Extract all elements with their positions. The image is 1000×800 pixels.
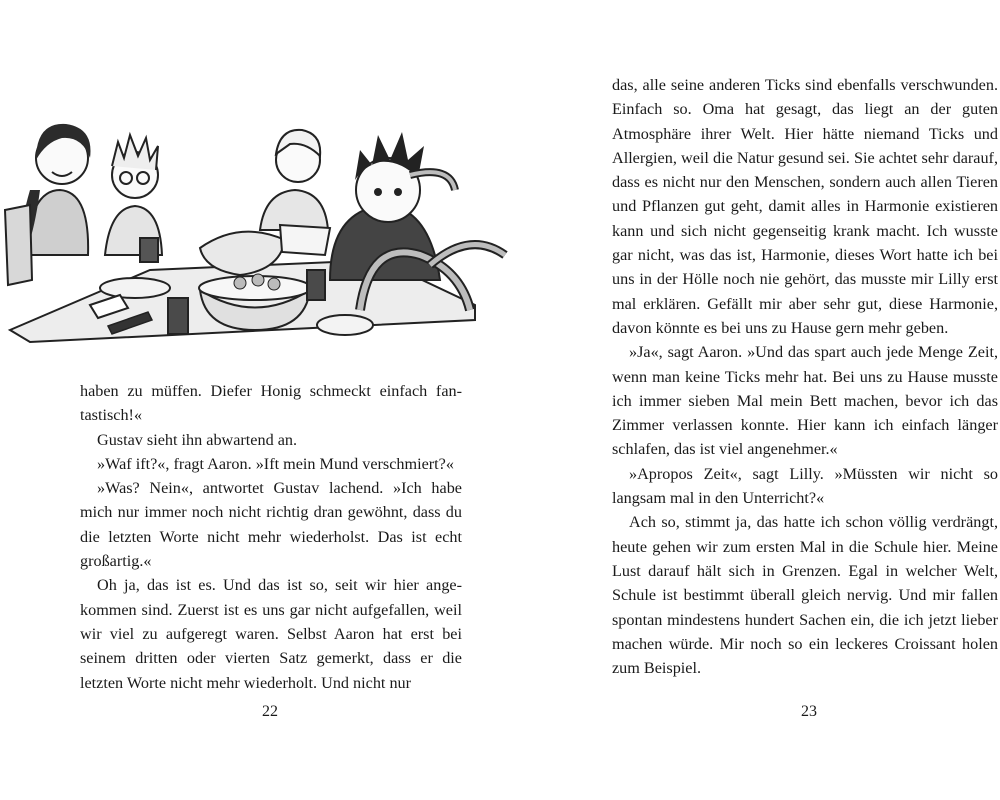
- right-page-text: [612, 73, 998, 680]
- paragraph: »Waf ift?«, fragt Aaron. »Ift mein Mund verschmiert?«: [97, 454, 454, 473]
- paragraph: »Was? Nein«, antwortet Gustav lachend. »Ich habe mich nur immer noch nicht richtig dran gewöhnt, dass du die letzten Worte nicht mehr wiederholst. Das ist echt großartig.«: [80, 479, 462, 571]
- paragraph: Gustav sieht ihn abwartend an.: [97, 430, 298, 449]
- left-page-text: [80, 379, 462, 695]
- paragraph: haben zu müffen. Diefer Honig schmeckt einfach fantastisch!«: [80, 382, 462, 425]
- paragraph: das, alle seine anderen Ticks sind ebenfalls verschwunden. Einfach so. Oma hat gesagt, das liegt an der guten Atmosphäre ihrer Welt. Hier hätte niemand Ticks und Allergien, weil die Natur gesund sei. Sie achtet sehr darauf, dass es nicht nur den Menschen, sondern auch allen Tieren und Pflanzen gut geht, damit alles in Harmonie existieren kann und sich nicht gegenseitig krank macht. Ich wusste gar nicht, was das ist, Harmonie, dieses Wort hatte ich bei uns in der Hölle noch nie gehört, das musste mir Lilly erst mal erklären. Gefällt mir aber sehr gut, diese Harmonie, davon könnte es bei uns zu Hause gern mehr geben.: [612, 76, 998, 337]
- breakfast-illustration: [0, 80, 510, 350]
- paragraph: Ach so, stimmt ja, das hatte ich schon völlig verdrängt, heute gehen wir zum ersten Mal in die Schule hier. Meine Lust darauf hält sich in Grenzen. Egal in welcher Welt, Schule ist bestimmt überall gleich nervig. Und mir fallen spontan mindestens hundert Sachen ein, die ich jetzt lieber machen würde. Mir noch so ein leckeres Croissant holen zum Beispiel.: [612, 513, 998, 678]
- page-number: 23: [801, 703, 817, 720]
- paragraph: »Ja«, sagt Aaron. »Und das spart auch jede Menge Zeit, wenn man keine Ticks mehr hat. Bei uns zu Hause musste ich immer sieben Mal mein Bett machen, bevor ich das Zimmer verlassen konnte. Hier kann ich einfach länger schlafen, das ist viel angenehmer.«: [612, 343, 998, 459]
- page-number: 22: [262, 703, 278, 720]
- paragraph: »Apropos Zeit«, sagt Lilly. »Müssten wir nicht so langsam mal in den Unterricht?«: [612, 464, 998, 508]
- paragraph: Oh ja, das ist es. Und das ist so, seit wir hier angekommen sind. Zuerst ist es uns gar nicht aufgefallen, weil wir viel zu aufgeregt waren. Selbst Aaron hat erst bei seinem dritten oder vierten Satz gemerkt, dass er die letzten Worte nicht mehr wiederholt. Und nicht nur: [80, 576, 462, 692]
